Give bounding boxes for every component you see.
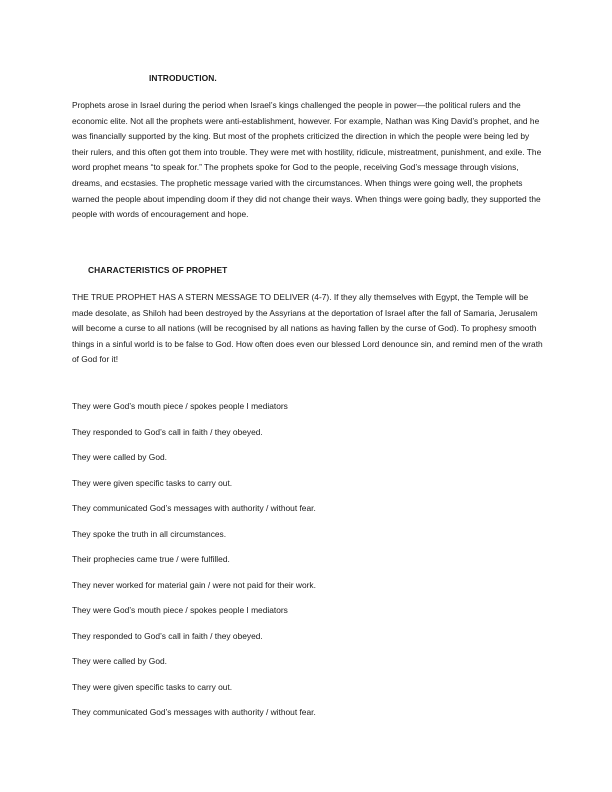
list-item: They communicated God’s messages with authority / without fear. [72,503,316,513]
list-item: They never worked for material gain / were not paid for their work. [72,579,316,590]
list-item: They were called by God. [72,452,167,462]
list-item: They were given specific tasks to carry out. [72,681,233,692]
list-item: They were given specific tasks to carry out. [72,477,233,488]
characteristics-heading: CHARACTERISTICS OF PROPHET [88,265,228,275]
introduction-paragraph: Prophets arose in Israel during the period when Israel’s kings challenged the people in power—the political rulers and the economic elite. Not all the prophets were anti-establishment, however. For example, Nathan was King David’s prophet, and he was financially supported by the king. But most of the prophets criticized the direction in which the people were being led by their rulers, and this often got them into trouble. They were met with hostility, ridicule, mistreatment, punishment, and exile. The word prophet means “to speak for.” The prophets spoke for God to the people, receiving God’s message through visions, dreams, and ecstasies. The prophetic message varied with the circumstances. When things were going well, the prophets warned the people about impending doom if they did not change their ways. When things were going badly, they supported the people with words of encouragement and hope. [72,100,542,220]
list-item: They were God’s mouth piece / spokes people I mediators [72,401,288,411]
introduction-heading: INTRODUCTION. [149,73,217,83]
characteristics-paragraph: THE TRUE PROPHET HAS A STERN MESSAGE TO DELIVER (4-7). If they ally themselves with Egypt, the Temple will be made desolate, as Shiloh had been destroyed by the Assyrians at the deportation of Israel after the fall of Samaria, Jerusalem will become a curse to all nations (will be recognised by all nations as having fallen by the curse of God). To prophesy smooth things in a sinful world is to be false to God. How often does even our blessed Lord denounce sin, and remind men of the wrath of God for it! [72,292,543,365]
list-item: Their prophecies came true / were fulfilled. [72,554,230,564]
list-item: They were God’s mouth piece / spokes people I mediators [72,605,288,615]
list-item: They communicated God’s messages with authority / without fear. [72,707,316,717]
list-item: They were called by God. [72,656,167,666]
list-item: They responded to God’s call in faith / they obeyed. [72,426,263,437]
characteristics-list [72,400,316,732]
list-item: They spoke the truth in all circumstances. [72,528,227,539]
list-item: They responded to God’s call in faith / they obeyed. [72,630,263,641]
